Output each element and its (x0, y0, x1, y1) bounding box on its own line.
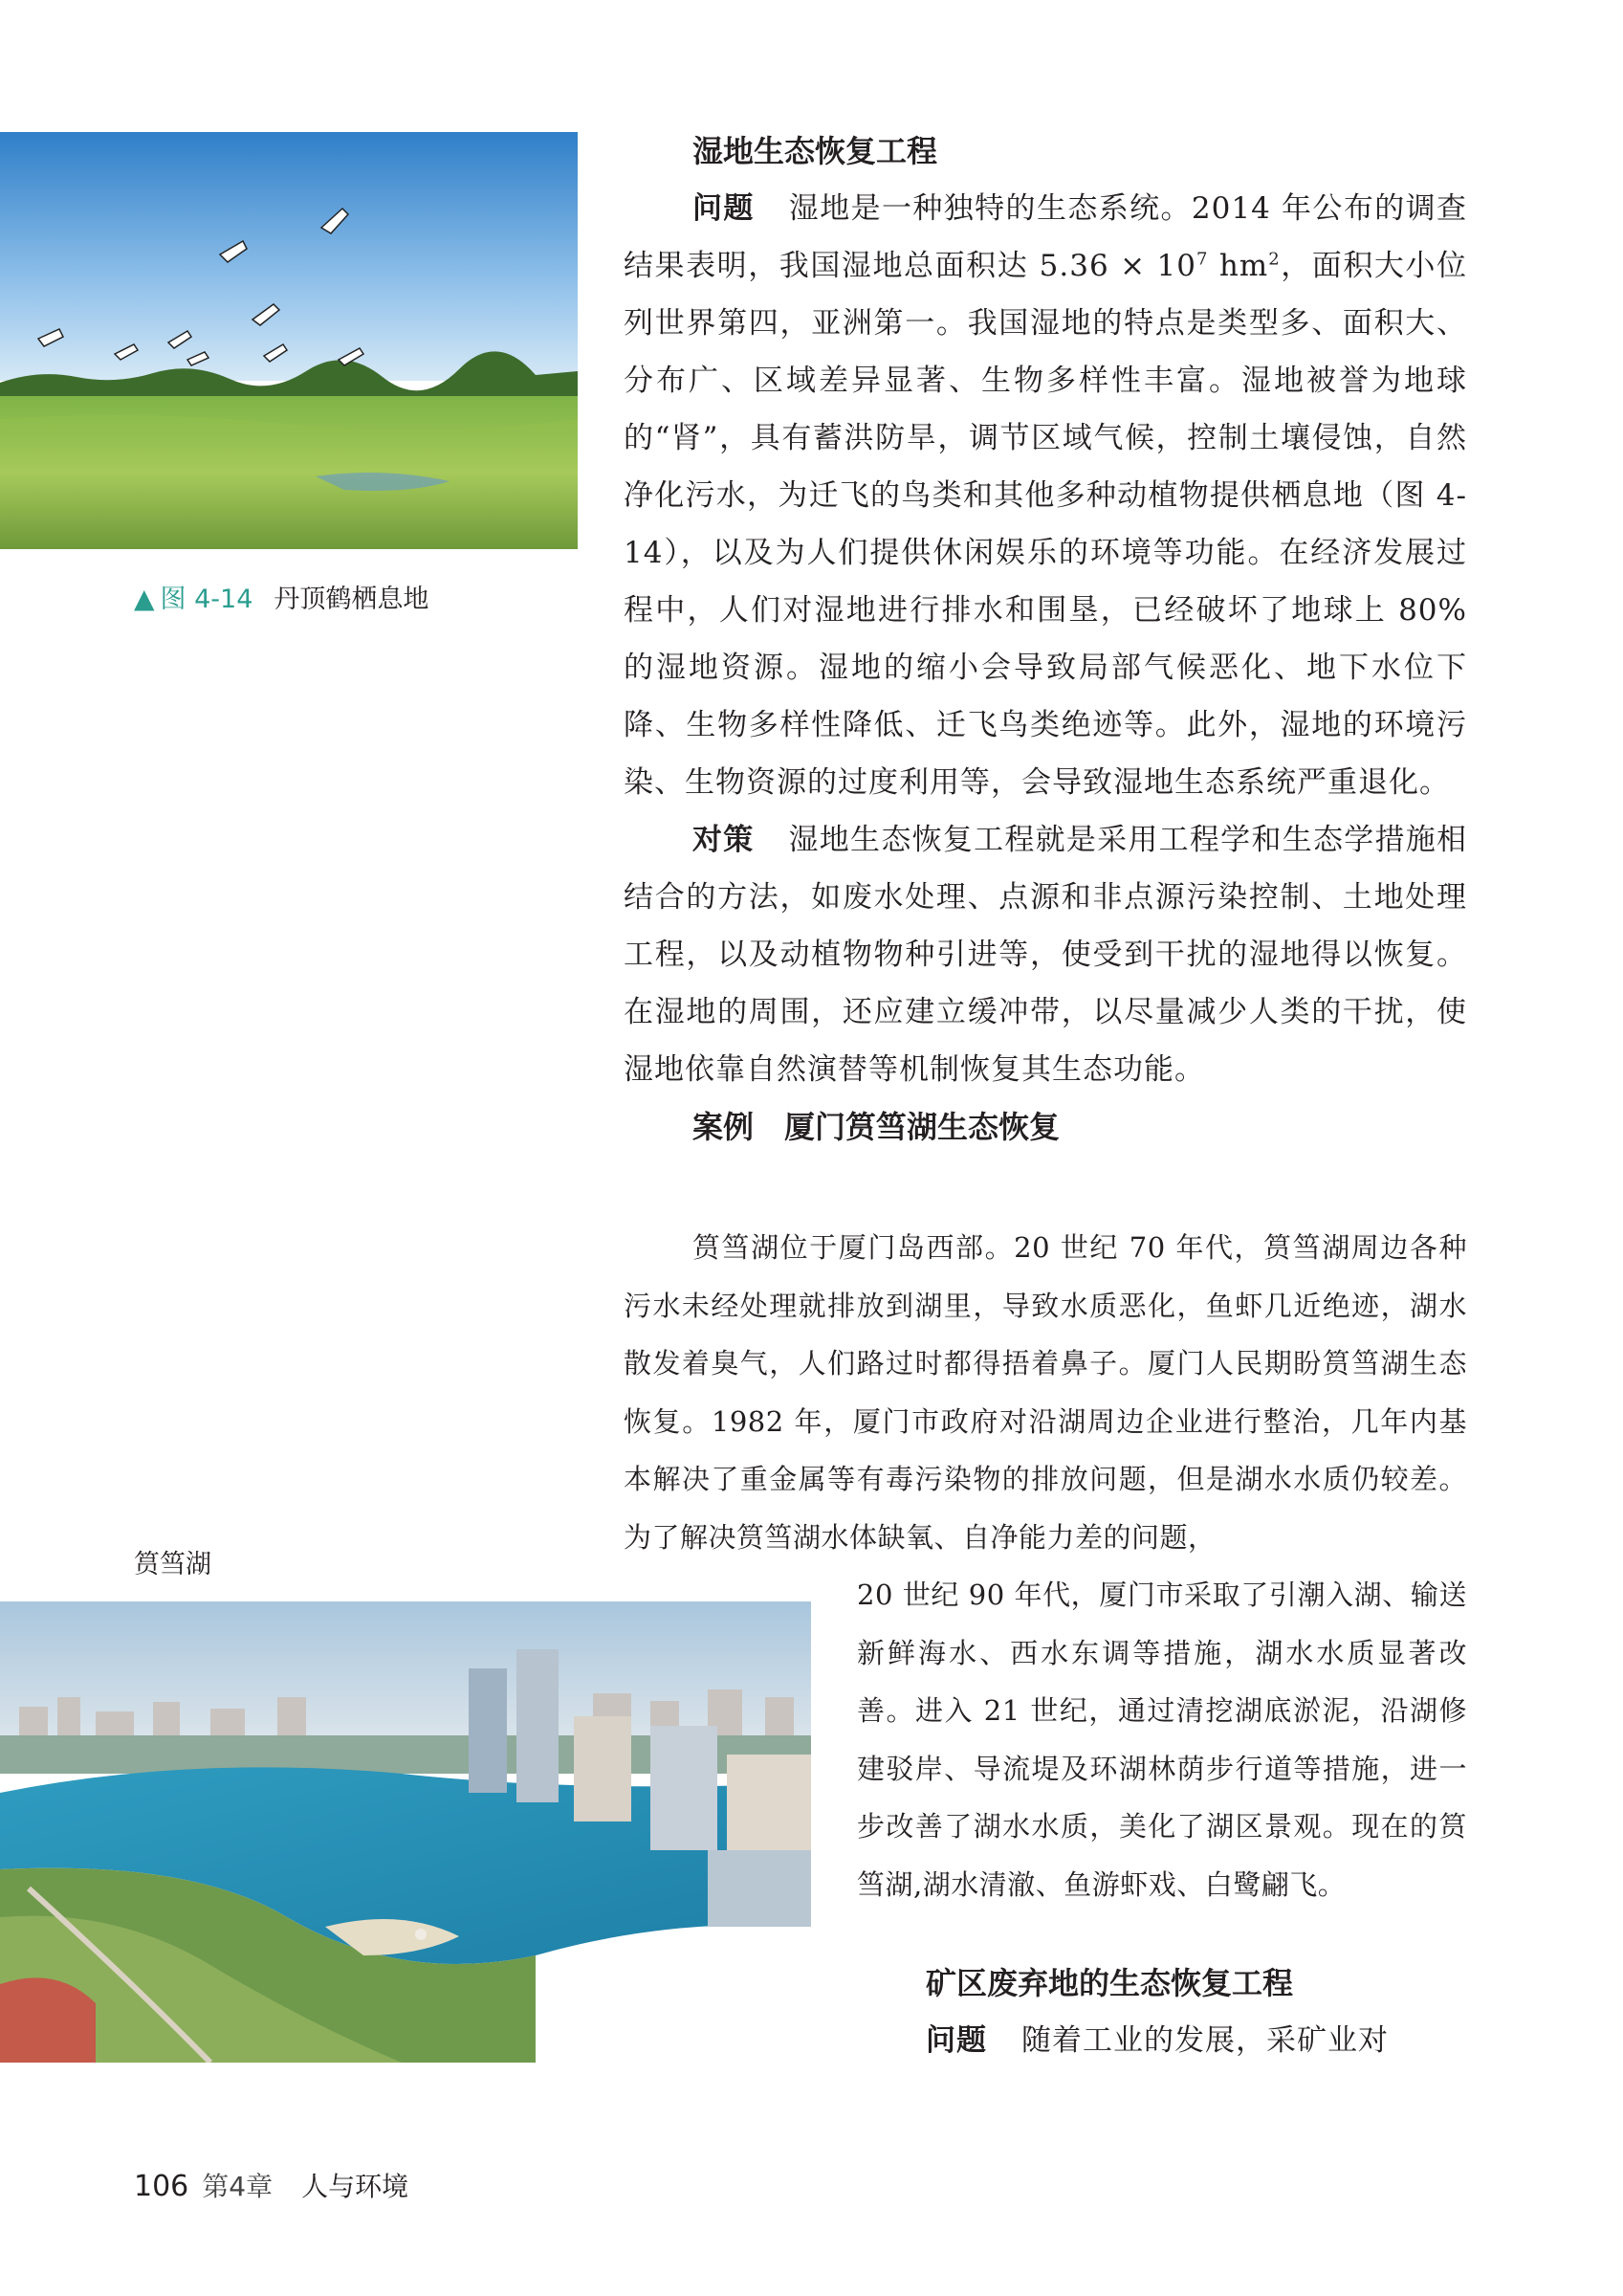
mine-problem-paragraph (857, 2012, 1467, 2069)
problem-text-1: 湿地是一种独特的生态系统。2014 年公布的调查结果表明，我国湿地总面积达 5.36 × 10 (624, 191, 1468, 283)
crane-habitat-image (0, 132, 578, 549)
mine-problem-lead: 问题 (926, 2023, 987, 2058)
page-footer (134, 2166, 408, 2204)
figure-caption-text: 丹顶鹤栖息地 (274, 585, 429, 614)
measure-lead: 对策 (692, 823, 755, 857)
yundang-lake-image (0, 1601, 811, 2063)
problem-text-3: ，面积大小位列世界第四，亚洲第一。我国湿地的特点是类型多、面积大、分布广、区域差异显著、生物多样性丰富。湿地被誉为地球的“肾”，具有蓄洪防旱，调节区域气候，控制土壤侵蚀，自然净化污水，为迁飞的鸟类和其他多种动植物提供栖息地（图 4-14），以及为人们提供休闲娱乐的环境等功能。在经济发展过程中，人们对湿地进行排水和围垦，已经破坏了地球上 80% 的湿地资源。湿地的缩小会导致局部气候恶化、地下水位下降、生物多样性降低、迁飞鸟类绝迹等。此外，湿地的环境污染、生物资源的过度利用等，会导致湿地生态系统严重退化。 (624, 249, 1467, 800)
wetland-measure-paragraph (624, 811, 1467, 1098)
problem-text-2: hm (1208, 249, 1269, 283)
page-number: 106 (134, 2170, 189, 2203)
caption-triangle-icon: ▲ (134, 583, 155, 614)
case-text-wide (624, 1219, 1467, 1566)
figure-caption (134, 578, 428, 615)
wetland-problem-paragraph (624, 180, 1467, 811)
crane-habitat-photo (0, 132, 578, 549)
section-title-mine: 矿区废弃地的生态恢复工程 (926, 1965, 1294, 2001)
yundang-lake-photo (0, 1601, 811, 2063)
chapter-title: 人与环境 (301, 2171, 409, 2202)
case-paragraph-narrow: 20 世纪 90 年代，厦门市采取了引潮入湖、输送新鲜海水、西水东调等措施，湖水水质显著改善。进入 21 世纪，通过清挖湖底淤泥，沿湖修建驳岸、导流堤及环湖林荫步行道等措施，进一步改善了湖水水质，美化了湖区景观。现在的筼筜湖,湖水清澈、鱼游虾戏、白鹭翩飞。 (857, 1578, 1467, 1901)
mine-problem-text: 随着工业的发展，采矿业对 (1021, 2023, 1389, 2058)
lake-photo-label: 筼筜湖 (134, 1550, 211, 1579)
problem-sup-1: 7 (1195, 249, 1209, 270)
problem-lead: 问题 (692, 191, 755, 226)
figure-number: 图 4-14 (160, 585, 253, 614)
wetland-section (624, 122, 1467, 1156)
section-title-wetland: 湿地生态恢复工程 (692, 133, 938, 169)
mine-section (857, 1954, 1467, 2069)
case-title: 案例 厦门筼筜湖生态恢复 (692, 1109, 1061, 1145)
measure-text: 湿地生态恢复工程就是采用工程学和生态学措施相结合的方法，如废水处理、点源和非点源污染控制、土地处理工程，以及动植物物种引进等，使受到干扰的湿地得以恢复。在湿地的周围，还应建立缓冲带，以尽量减少人类的干扰，使湿地依靠自然演替等机制恢复其生态功能。 (624, 823, 1468, 1087)
case-paragraph-wide: 筼筜湖位于厦门岛西部。20 世纪 70 年代，筼筜湖周边各种污水未经处理就排放到湖里，导致水质恶化，鱼虾几近绝迹，湖水散发着臭气，人们路过时都得捂着鼻子。厦门人民期盼筼筜湖生态恢复。1982 年，厦门市政府对沿湖周边企业进行整治，几年内基本解决了重金属等有毒污染物的排放问题，但是湖水水质仍较差。为了解决筼筜湖水体缺氧、自净能力差的问题， (624, 1231, 1467, 1554)
chapter-label: 第4章 (202, 2171, 274, 2202)
case-text-narrow (857, 1566, 1467, 1913)
problem-sup-2: 2 (1268, 249, 1281, 270)
